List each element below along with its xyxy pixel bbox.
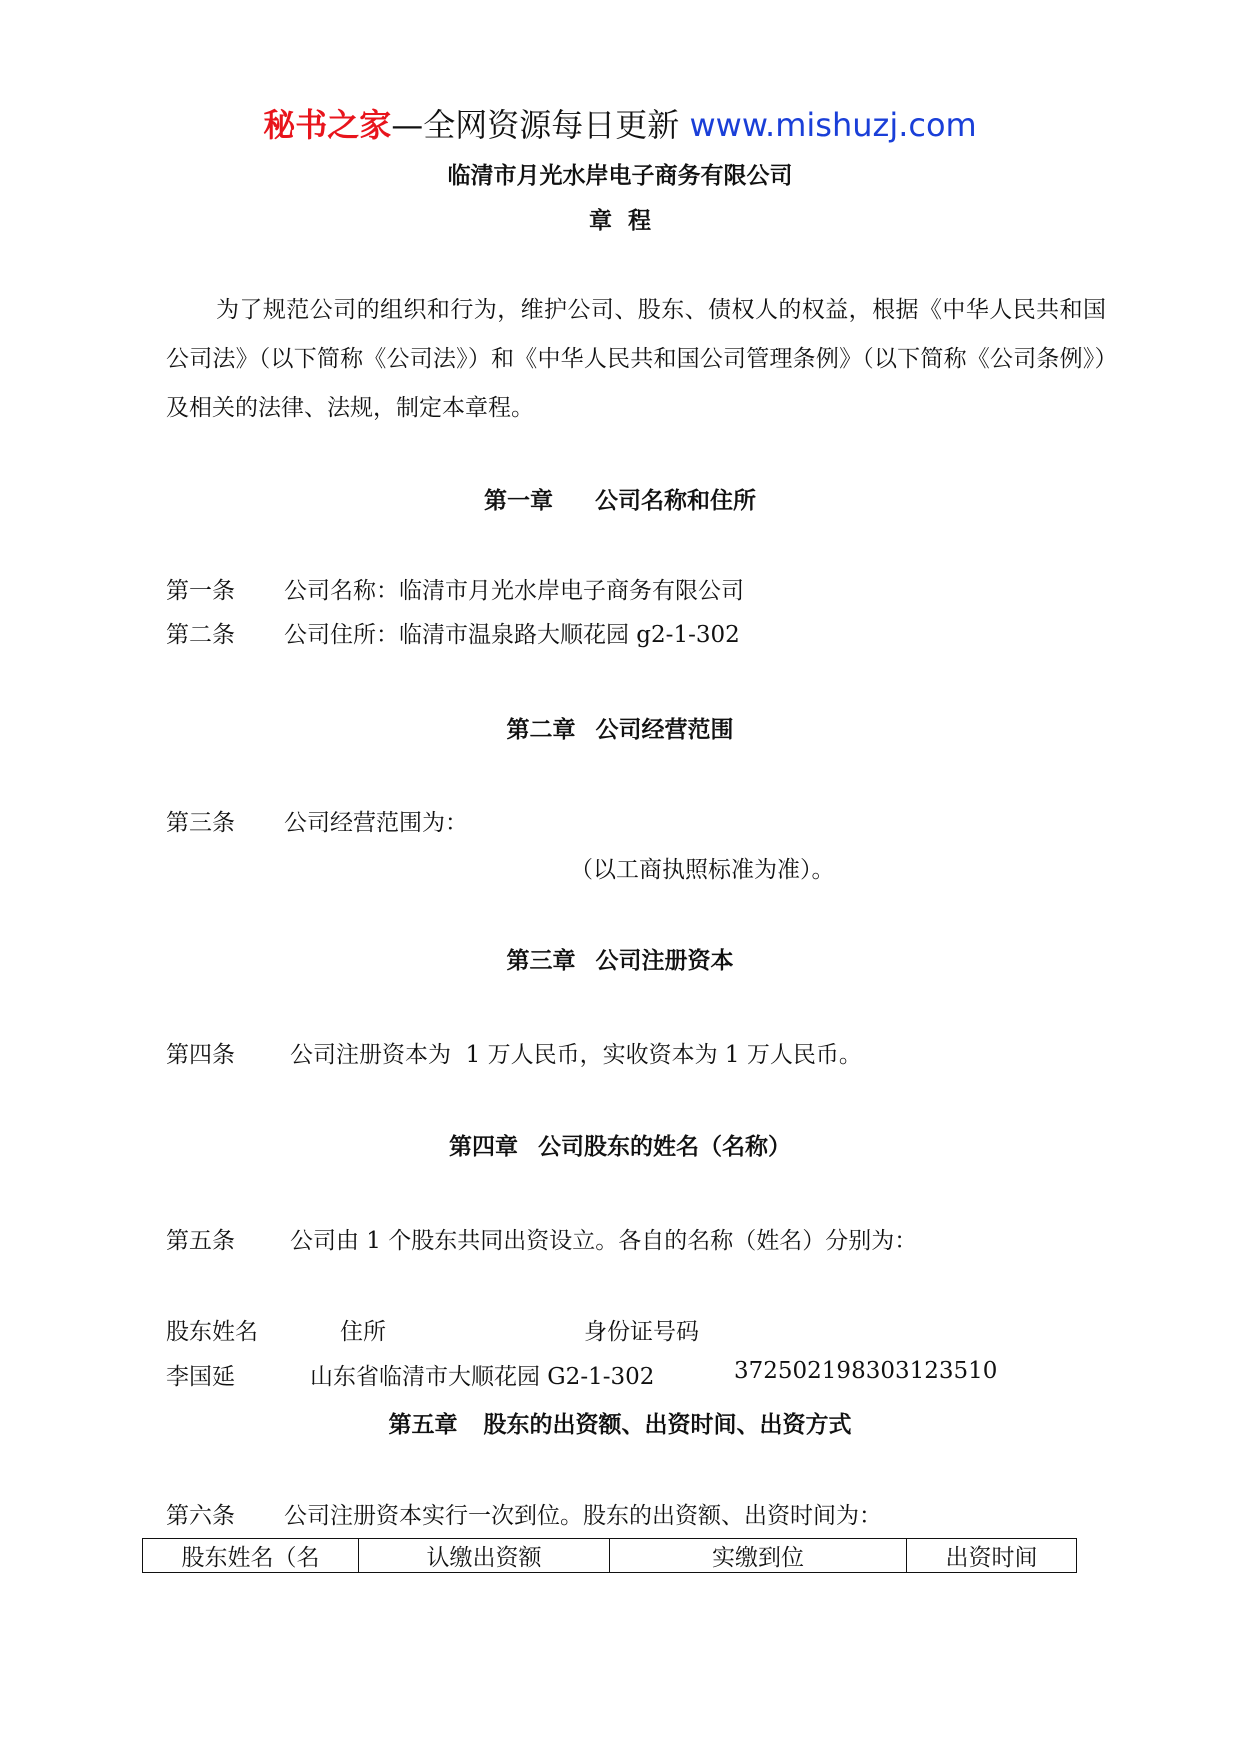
chapter-label: 第三章: [506, 948, 576, 974]
article-line: [166, 1036, 862, 1069]
scope-note: （以工商执照标准为准）。: [570, 857, 835, 883]
article-line: [166, 572, 744, 605]
article-number: 第一条: [166, 578, 235, 604]
table-header-cell: 实缴到位: [610, 1539, 907, 1573]
chapter-title: 公司名称和住所: [595, 488, 756, 514]
article-line: [166, 616, 740, 649]
article-number: 第二条: [166, 622, 235, 648]
chapter-heading: [0, 1128, 1240, 1161]
article-line: [166, 1222, 917, 1255]
shareholder-name: 李国延: [166, 1364, 235, 1390]
document-subtitle: 章程: [589, 208, 667, 234]
table-header-cell: 认缴出资额: [359, 1539, 610, 1573]
article-text: 公司名称：临清市月光水岸电子商务有限公司: [284, 578, 744, 604]
watermark-banner: [0, 100, 1240, 146]
shareholder-id-number: 372502198303123510: [734, 1358, 998, 1384]
header-id: 身份证号码: [584, 1319, 699, 1345]
article-text: 公司住所：临清市温泉路大顺花园 g2-1-302: [284, 622, 740, 648]
chapter-heading: [0, 711, 1240, 744]
contribution-table: [142, 1538, 1077, 1573]
table-header-cell: 出资时间: [907, 1539, 1077, 1573]
chapter-title: 公司注册资本: [595, 948, 734, 974]
article-number: 第三条: [166, 810, 235, 836]
article-text: 公司注册资本为 1 万人民币，实收资本为 1 万人民币。: [290, 1042, 862, 1068]
chapter-label: 第四章: [449, 1134, 518, 1160]
watermark-brand: 秘书之家: [263, 106, 392, 144]
chapter-heading: [0, 1406, 1240, 1439]
header-name: 股东姓名: [166, 1319, 258, 1345]
chapter-label: 第二章: [506, 717, 576, 743]
watermark-url[interactable]: www.mishuzj.com: [689, 106, 977, 144]
article-line: [166, 1497, 882, 1530]
article-line: [166, 804, 468, 837]
document-title: 临清市月光水岸电子商务有限公司: [447, 163, 793, 189]
watermark-text: —全网资源每日更新: [391, 106, 690, 144]
shareholder-row: [166, 1358, 1066, 1388]
chapter-heading: [0, 482, 1240, 515]
table-header-row: [143, 1539, 1077, 1573]
shareholder-header-row: [166, 1313, 1066, 1343]
article-number: 第五条: [166, 1228, 235, 1254]
table-header-cell: 股东姓名（名: [143, 1539, 359, 1573]
article-number: 第四条: [166, 1042, 235, 1068]
chapter-label: 第一章: [484, 488, 553, 514]
chapter-title: 公司经营范围: [595, 717, 734, 743]
intro-paragraph: 为了规范公司的组织和行为，维护公司、股东、债权人的权益，根据《中华人民共和国公司法》（以下简称《公司法》）和《中华人民共和国公司管理条例》（以下简称《公司条例》）及相关的法律、法规，制定本章程。: [166, 297, 1106, 421]
chapter-title: 股东的出资额、出资时间、出资方式: [483, 1412, 852, 1438]
header-address: 住所: [340, 1319, 386, 1345]
article-text: 公司经营范围为：: [284, 810, 468, 836]
shareholder-address: 山东省临清市大顺花园 G2-1-302: [310, 1364, 655, 1390]
article-text: 公司由 1 个股东共同出资设立。各自的名称（姓名）分别为：: [290, 1228, 918, 1254]
chapter-title: 公司股东的姓名（名称）: [538, 1134, 791, 1160]
article-text: 公司注册资本实行一次到位。股东的出资额、出资时间为：: [284, 1503, 882, 1529]
article-number: 第六条: [166, 1503, 235, 1529]
chapter-heading: [0, 942, 1240, 975]
chapter-label: 第五章: [388, 1412, 458, 1438]
